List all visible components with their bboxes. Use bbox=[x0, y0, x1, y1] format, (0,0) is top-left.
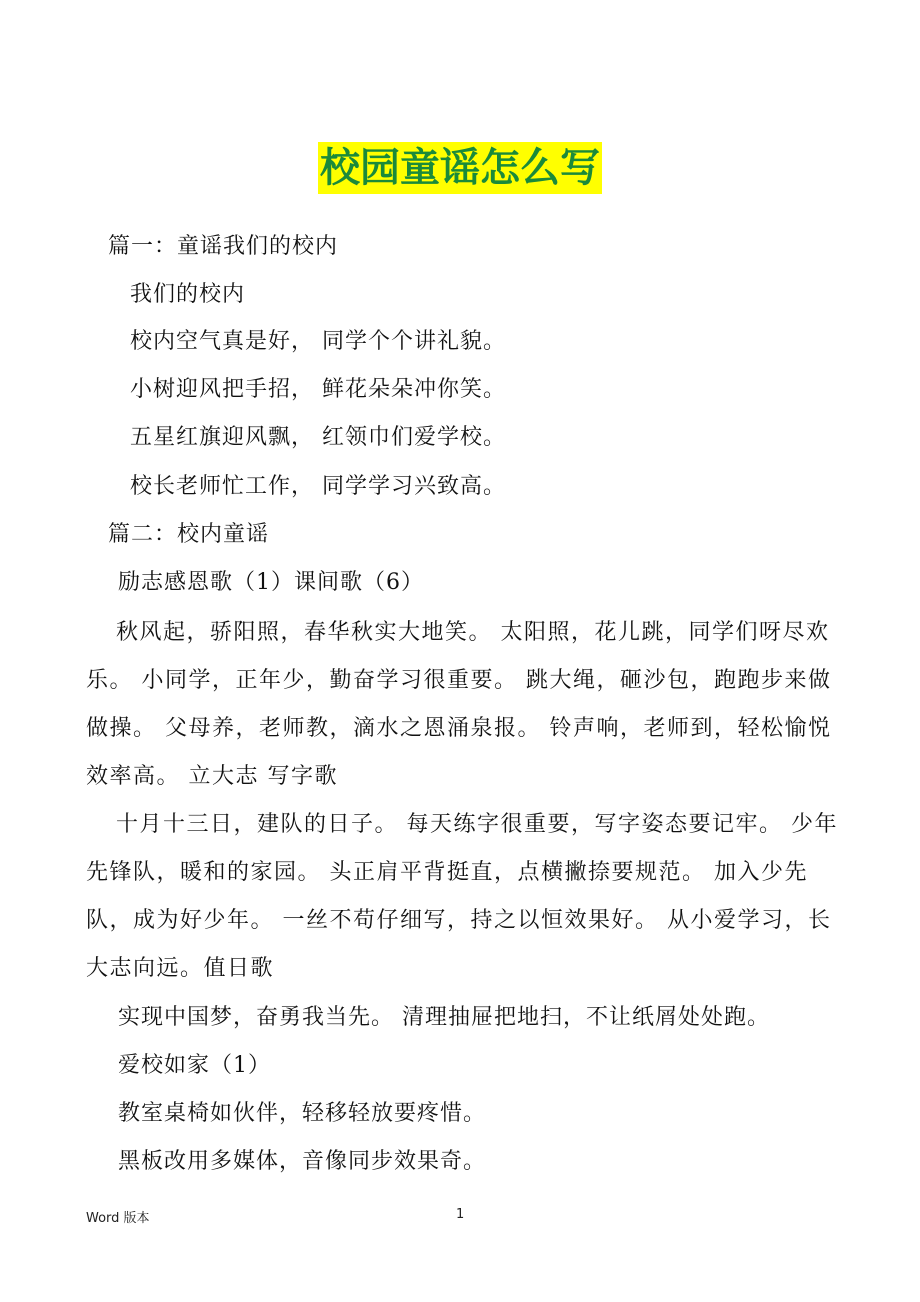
poem-line: 五星红旗迎风飘， 红领巾们爱学校。 bbox=[130, 425, 506, 450]
paragraph-text: 十月十三日，建队的日子。 每天练字很重要，写字姿态要记牢。 少年先锋队，暖和的家园。 头正肩平背挺直，点横撇捺要规范。 加入少先队，成为好少年。 一丝不苟仔细写，持之以恒效果好。 从小爱学习，长大志向远。值日歌 bbox=[86, 812, 838, 981]
text-line: 实现中国梦，奋勇我当先。 清理抽屉把地扫，不让纸屑处处跑。 bbox=[118, 1005, 770, 1030]
poem-line: 校长老师忙工作， 同学学习兴致高。 bbox=[130, 474, 506, 499]
text-line: 教室桌椅如伙伴，轻移轻放要疼惜。 bbox=[118, 1101, 487, 1126]
document-title: 校园童谣怎么写 bbox=[318, 142, 602, 194]
text-line: 爱校如家（1） bbox=[118, 1053, 271, 1078]
poem-line: 小树迎风把手招， 鲜花朵朵冲你笑。 bbox=[130, 377, 506, 402]
section-heading-1: 篇一：童谣我们的校内 bbox=[108, 234, 339, 259]
section-heading-2: 篇二：校内童谣 bbox=[108, 522, 270, 547]
poem-title: 我们的校内 bbox=[130, 282, 246, 307]
paragraph bbox=[86, 801, 838, 993]
text-line: 黑板改用多媒体，音像同步效果奇。 bbox=[118, 1149, 487, 1174]
paragraph bbox=[86, 609, 838, 801]
page-number: 1 bbox=[456, 1207, 465, 1222]
footer-label: Word 版本 bbox=[86, 1211, 150, 1226]
paragraph-text: 秋风起，骄阳照，春华秋实大地笑。 太阳照，花儿跳，同学们呀尽欢乐。 小同学，正年少，勤奋学习很重要。 跳大绳，砸沙包，跑跑步来做做操。 父母养，老师教，滴水之恩涌泉报。 铃声响，老师到，轻松愉悦效率高。 立大志 写字歌 bbox=[86, 620, 832, 789]
song-heading: 励志感恩歌（1）课间歌（6） bbox=[118, 570, 424, 595]
title-container bbox=[0, 142, 920, 194]
poem-line: 校内空气真是好， 同学个个讲礼貌。 bbox=[130, 329, 506, 354]
